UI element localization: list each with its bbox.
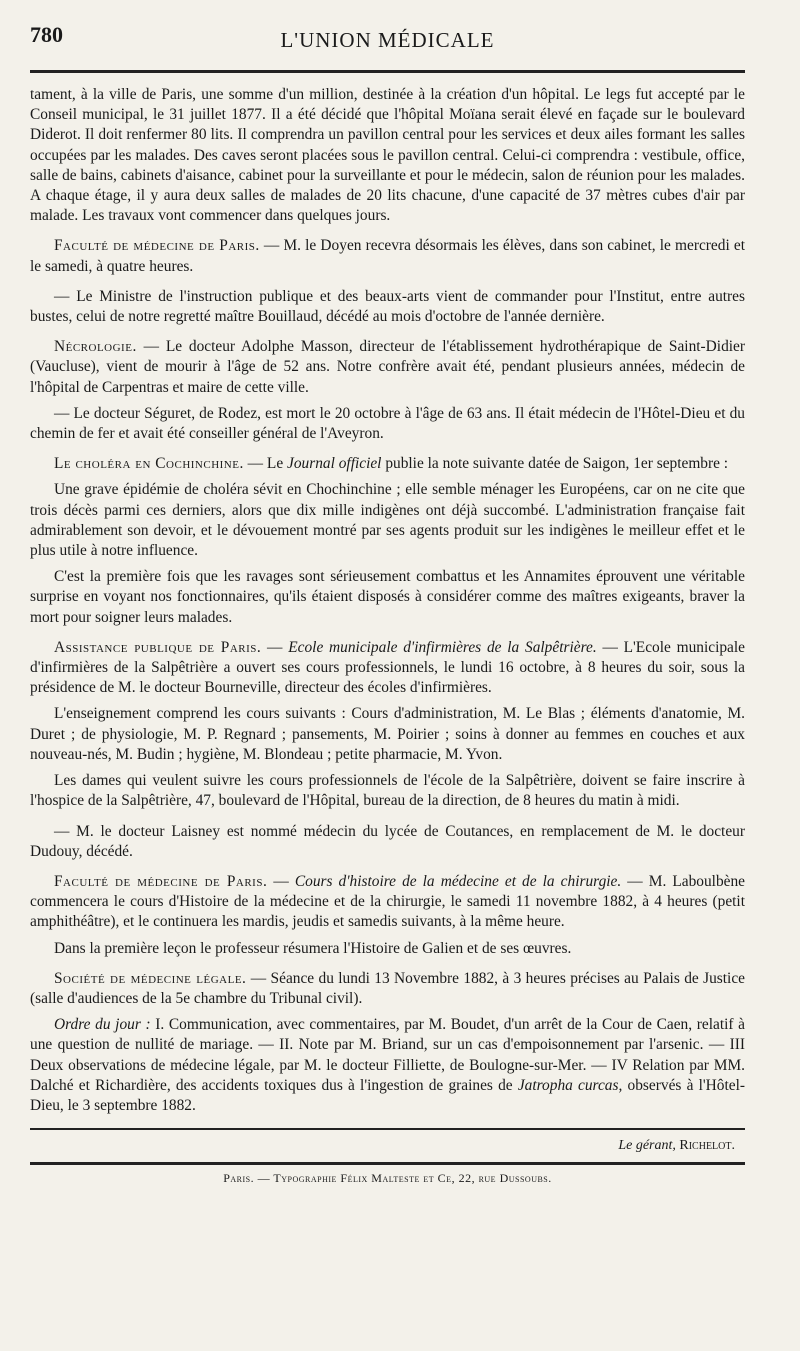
agenda-label: Ordre du jour : bbox=[54, 1016, 151, 1034]
paragraph-hospital-legacy: tament, à la ville de Paris, une somme d'un million, destinée à la création d'un hôpital. Le legs fut accepté par le Conseil municipal, le 31 juillet 1877. Il a été décidé que l'hôpital Moïana serait élevé en façade sur le boulevard Diderot. Il doit renfermer 80 lits. Il comprendra un pavillon central pour les services et deux ailes formant les salles occupées par les malades. Des caves seront placées sous le pavillon central. Celui-ci comprendra : vestibule, office, salle de bains, cabinets d'aisance, cabinet pour la surveillante et pour le médecin, salon de réunion pour les malades. A chaque étage, il y aura deux salles de malades de 20 lits chacune, d'une capacité de 37 mètres cubes d'air par malade. Les travaux vont commencer dans quelques jours. bbox=[30, 86, 745, 225]
paragraph-text: I. Communication, avec commentaires, par M. Boudet, d'un arrêt de la Cour de Caen, relatif à une question de nullité de mariage. — II. Note par M. Briand, sur un cas d'empoisonnement par l'arsenic. — III Deux observations de médecine légale, par M. le docteur Filliette, de Boulogne-sur-Mer. — IV Relation par MM. Dalché et Richardière, des accidents toxiques dus à l'ingestion de graines de bbox=[30, 1016, 745, 1094]
paragraph-registration: Les dames qui veulent suivre les cours professionnels de l'école de la Salpêtrière, doivent se faire inscrire à l'hospice de la Salpêtrière, 47, boulevard de l'Hôpital, bureau de la direction, de 8 heures du matin à midi. bbox=[30, 772, 745, 810]
paragraph-necrology bbox=[30, 337, 745, 398]
paragraph-text: — M. Laboulbène commencera le cours d'Histoire de la médecine et de la chirurgie, le samedi 11 novembre 1882, à 4 heures (petit amphithéâtre), et le continuera les mardis, jeudis et samedis suivants, à la même heure. bbox=[30, 872, 746, 931]
paragraph-history-course bbox=[30, 872, 745, 933]
signature-label: Le gérant, bbox=[618, 1138, 676, 1154]
paragraph-minister-busts: — Le Ministre de l'instruction publique et des beaux-arts vient de commander pour l'Institut, entre autres bustes, celui de notre regretté maître Bouillaud, décédé au mois d'octobre de l'année dernière. bbox=[30, 287, 745, 326]
section-heading: Assistance publique de Paris. bbox=[54, 638, 262, 656]
paragraph-cholera-epidemic: Une grave épidémie de choléra sévit en Chochinchine ; elle semble ménager les Européens, car on ne cite que trois décès parmi ces derniers, alors que dix mille indigènes ont déjà succombé. L'administration française fait admirablement son devoir, et le dévouement montré par ses agents produit sur les indigènes le meilleur effet et le plus utile à notre influence. bbox=[30, 481, 745, 560]
paragraph-agenda bbox=[30, 1015, 745, 1116]
signature bbox=[30, 1138, 745, 1154]
paragraph-assistance-publique bbox=[30, 638, 745, 699]
paragraph-courses: L'enseignement comprend les cours suivants : Cours d'administration, M. Le Blas ; éléments d'anatomie, M. Duret ; de physiologie, M. P. Regnard ; pansements, M. Poirier ; soins à donner au femmes en couches et aux nouveau-nés, M. Budin ; hygiène, M. Blondeau ; petite pharmacie, M. Yvon. bbox=[30, 705, 745, 763]
course-title: Cours d'histoire de la médecine et de la chirurgie. bbox=[294, 872, 622, 890]
section-heading: Faculté de médecine de Paris. bbox=[54, 872, 268, 890]
header-rule bbox=[30, 70, 745, 73]
document-page bbox=[30, 22, 745, 1332]
article-body bbox=[30, 85, 745, 1116]
signature-name: Richelot. bbox=[679, 1138, 735, 1154]
paragraph-text: publie la note suivante datée de Saigon, 1er septembre : bbox=[381, 455, 729, 473]
paragraph-cholera-intro bbox=[30, 454, 745, 474]
section-heading: Le choléra en Cochinchine. bbox=[54, 455, 244, 473]
plant-name: Jatropha curcas, bbox=[517, 1076, 623, 1094]
paragraph-seguret: — Le docteur Séguret, de Rodez, est mort le 20 octobre à l'âge de 63 ans. Il était médecin de l'Hôtel-Dieu et du chemin de fer et avait été conseiller général de l'Aveyron. bbox=[30, 404, 745, 443]
page-number: 780 bbox=[30, 22, 63, 47]
paragraph-text: — bbox=[261, 638, 289, 656]
section-heading: Société de médecine légale. bbox=[54, 969, 247, 987]
page-header bbox=[30, 22, 745, 62]
paragraph-text: — Séance du lundi 13 Novembre 1882, à 3 heures précises au Palais de Justice (salle d'audiences de la 5e chambre du Tribunal civil). bbox=[30, 969, 745, 1007]
paragraph-text: — Le bbox=[243, 455, 287, 473]
paragraph-galien: Dans la première leçon le professeur résumera l'Histoire de Galien et de ses œuvres. bbox=[54, 939, 572, 957]
paragraph-text: — bbox=[267, 872, 295, 890]
paragraph-laisney: — M. le docteur Laisney est nommé médecin du lycée de Coutances, en remplacement de M. le docteur Dudouy, décédé. bbox=[30, 822, 745, 860]
paragraph-cholera-annamites: C'est la première fois que les ravages sont sérieusement combattus et les Annamites éprouvent une véritable surprise en voyant nos fonctionnaires, qu'ils étaient disposés à considérer comme des maîtres exigeants, braver la mort pour soigner leurs malades. bbox=[30, 568, 745, 626]
section-heading: Faculté de médecine de Paris. bbox=[54, 237, 260, 255]
paragraph-legal-medicine bbox=[30, 969, 745, 1009]
paragraph-text: — M. le Doyen recevra désormais les élèves, dans son cabinet, le mercredi et le samedi, à quatre heures. bbox=[30, 237, 745, 275]
paragraph-text: — L'Ecole municipale d'infirmières de la Salpêtrière a ouvert ses cours professionnels, le lundi 16 octobre, à 8 heures du soir, sous la présidence de M. le docteur Bourneville, directeur des écoles d'infirmières. bbox=[30, 638, 745, 697]
school-title: Ecole municipale d'infirmières de la Salpêtrière. bbox=[288, 638, 597, 656]
paragraph-text: — Le docteur Adolphe Masson, directeur de l'établissement hydrothérapique de Saint-Didier (Vaucluse), vient de mourir à l'âge de 52 ans. Notre confrère avait été, pendant plusieurs années, médecin de l'hôpital de Carpentras et maire de cette ville. bbox=[30, 338, 745, 396]
running-title: L'UNION MÉDICALE bbox=[280, 28, 495, 52]
paragraph-text: observés à l'Hôtel-Dieu, le 3 septembre 1882. bbox=[30, 1076, 745, 1114]
footer-rule bbox=[30, 1128, 745, 1130]
journal-title: Journal officiel bbox=[287, 455, 382, 473]
footer-rule-thick bbox=[30, 1162, 745, 1165]
section-heading: Nécrologie. bbox=[54, 338, 137, 356]
printer-imprint: Paris. — Typographie Félix Malteste et Ce, 22, rue Dussoubs. bbox=[223, 1171, 552, 1186]
paragraph-faculty-doyen bbox=[30, 236, 745, 276]
